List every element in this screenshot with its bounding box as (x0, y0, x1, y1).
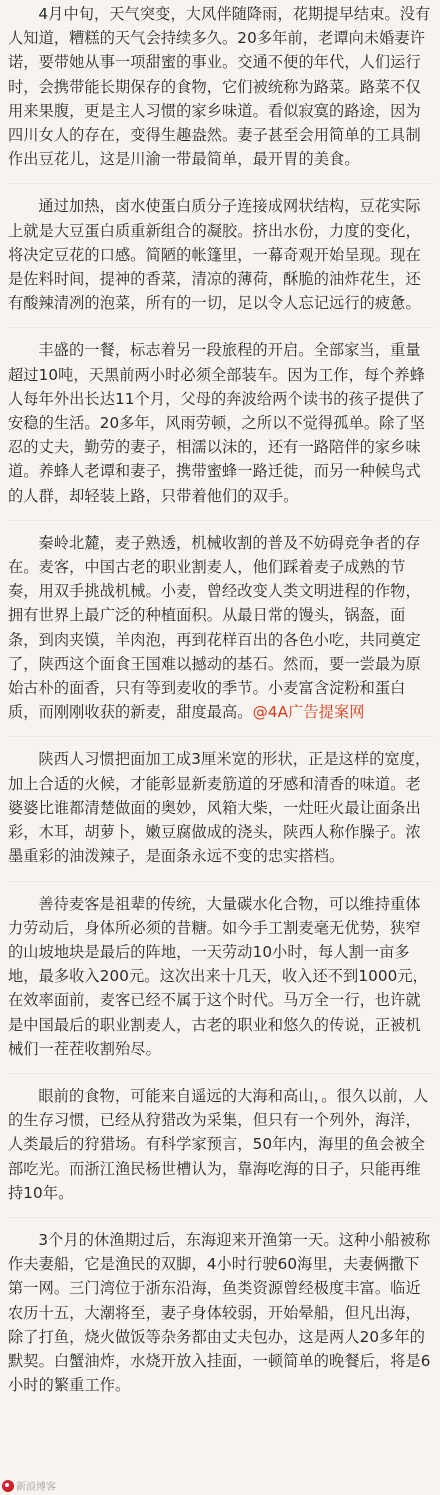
section-divider (8, 736, 434, 737)
article-section-8 (8, 1228, 434, 1397)
section-divider (8, 520, 434, 521)
section-divider (8, 1217, 434, 1218)
source-mention-link[interactable]: @4A广告提案网 (252, 703, 365, 722)
article-paragraph-text: 秦岭北麓，麦子熟透，机械收割的普及不妨碍竞争者的存在。麦客，中国古老的职业割麦人，他们踩着麦子成熟的节奏，用双手挑战机械。小麦，曾经改变人类文明进程的作物，拥有世界上最广泛的种植面积。从最日常的馒头，锅盔，面条，到肉夹馍，羊肉泡，再到花样百出的各色小吃，共同奠定了，陕西这个面食王国难以撼动的基石。然而，要一尝最为原始古朴的面香，只有等到麦收的季节。小麦富含淀粉和蛋白质，而刚刚收获的新麦，甜度最高。 (8, 533, 421, 722)
article-paragraph: 眼前的食物，可能来自遥远的大海和高山，。很久以前，人的生存习惯，已经从狩猎改为采集，但只有一个列外，海洋，人类最后的狩猎场。有科学家预言，50年内，海里的鱼会被全部吃光。而浙江渔民杨世槽认为，靠海吃海的日子，只能再维持10年。 (8, 1086, 429, 1202)
article-paragraph: 3个月的休渔期过后，东海迎来开渔第一天。这种小船被称作夫妻船，它是渔民的双脚，4小时行驶60海里，夫妻俩撒下第一网。三门湾位于浙东沿海，鱼类资源曾经极度丰富。临近农历十五，大潮将至，妻子身体较弱，开始晕船，但凡出海，除了打鱼，烧火做饭等杂务都由丈夫包办，这是两人20多年的默契。白蟹油炸，水烧开放入挂面，一顿简单的晚餐后，将是6小时的繁重工作。 (8, 1230, 431, 1395)
article-paragraph: 通过加热，卤水使蛋白质分子连接成网状结构，豆花实际上就是大豆蛋白质重新组合的凝胶。挤出水份，力度的变化，将决定豆花的口感。简陋的帐篷里，一幕奇观开始呈现。现在是佐料时间，提神的香菜，清凉的薄荷，酥脆的油炸花生，还有酸辣清冽的泡菜，所有的一切，足以令人忘记远行的疲惫。 (8, 197, 421, 313)
watermark-text: 新浪博客 (16, 1482, 56, 1493)
article-section-4 (8, 531, 434, 725)
section-divider (8, 327, 434, 328)
section-divider (8, 183, 434, 184)
article-section-3 (8, 338, 434, 507)
article-section-1 (8, 2, 434, 171)
article-paragraph: 善待麦客是祖辈的传统，大量碳水化合物，可以维持重体力劳动后，身体所必须的昔糖。如今手工割麦毫无优势，狭窄的山坡地块是最后的阵地，一天劳动10小时，每人割一亩多地，最多收入200元。这次出来十几天，收入还不到1000元，在效率面前，麦客已经不属于这个时代。马万全一行，也许就是中国最后的职业割麦人，古老的职业和悠久的传说，正被机械们一茬茬收割殆尽。 (8, 894, 428, 1058)
article-section-5 (8, 747, 434, 868)
article-section-7 (8, 1084, 434, 1205)
article-paragraph: 4月中旬，天气突变，大风伴随降雨，花期提早结束。没有人知道，糟糕的天气会持续多久。20多年前，老谭向未婚妻许诺，要带她从事一项甜蜜的事业。交通不便的年代，人们运行时，会携带能长期保存的食物，它们被统称为路菜。路菜不仅用来果腹，更是主人习惯的家乡味道。看似寂寞的路途，因为四川女人的存在，变得生趣盎然。妻子甚至会用简单的工具制作出豆花儿，这是川渝一带最简单，最开胃的美食。 (8, 5, 431, 169)
article-section-2 (8, 194, 434, 315)
article-paragraph (8, 531, 434, 725)
article-section-6 (8, 892, 434, 1061)
blog-watermark (2, 1478, 56, 1493)
section-divider (8, 881, 434, 882)
weibo-logo-icon (2, 1480, 14, 1492)
article-paragraph: 丰盛的一餐，标志着另一段旅程的开启。全部家当，重量超过10吨，天黑前两小时必须全部装车。因为工作，每个养蜂人每年外出长达11个月，父母的奔波给两个读书的孩子提供了安稳的生活。20多年，风雨劳顿，之所以不觉得孤单。除了坚忍的丈夫，勤劳的妻子，相濡以沫的，还有一路陪伴的家乡味道。养蜂人老谭和妻子，携带蜜蜂一路迁徙，而另一种候鸟式的人群，却轻装上路，只带着他们的双手。 (8, 341, 426, 505)
section-divider (8, 1073, 434, 1074)
article-paragraph: 陕西人习惯把面加工成3厘米宽的形状，正是这样的宽度，加上合适的火候，才能彰显新麦筋道的牙感和清香的味道。老婆婆比谁都清楚做面的奥妙，风箱大柴，一灶旺火最让面条出彩，木耳，胡萝卜，嫩豆腐做成的浇头，陕西人称作臊子。浓墨重彩的油泼辣子，是面条永远不变的忠实搭档。 (8, 750, 431, 866)
